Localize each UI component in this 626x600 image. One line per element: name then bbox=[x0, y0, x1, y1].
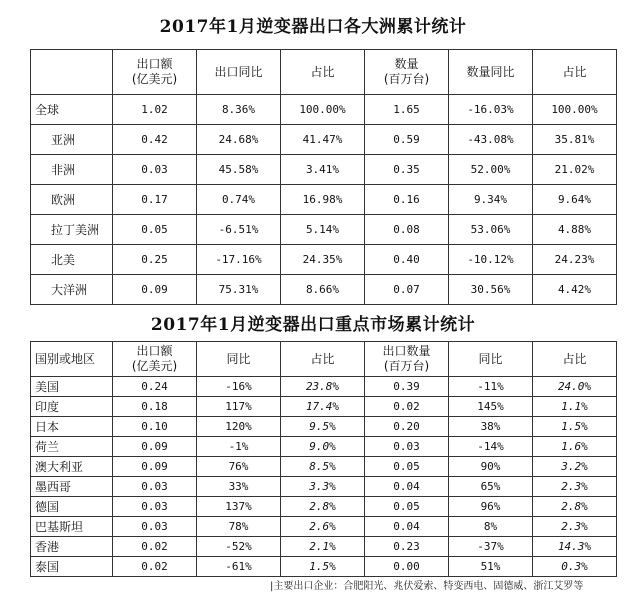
table-row bbox=[31, 557, 617, 577]
table-cell: 8.36% bbox=[197, 95, 281, 125]
table-cell: 24.0% bbox=[533, 377, 617, 397]
table-cell: 35.81% bbox=[533, 125, 617, 155]
table-cell: 0.35 bbox=[365, 155, 449, 185]
table-cell: 0.03 bbox=[113, 497, 197, 517]
row-label: 墨西哥 bbox=[31, 477, 113, 497]
table-row bbox=[31, 275, 617, 305]
table-cell: 1.5% bbox=[533, 417, 617, 437]
table-cell: 16.98% bbox=[281, 185, 365, 215]
table-row bbox=[31, 437, 617, 457]
table-cell: 2.6% bbox=[281, 517, 365, 537]
table2-header-cell: 同比 bbox=[449, 342, 533, 377]
row-label: 非洲 bbox=[31, 155, 113, 185]
table-cell: 52.00% bbox=[449, 155, 533, 185]
table-cell: 0.20 bbox=[365, 417, 449, 437]
table-cell: 0.17 bbox=[113, 185, 197, 215]
table-cell: 0.39 bbox=[365, 377, 449, 397]
table-cell: 96% bbox=[449, 497, 533, 517]
table-cell: 65% bbox=[449, 477, 533, 497]
table-cell: 23.8% bbox=[281, 377, 365, 397]
row-label: 荷兰 bbox=[31, 437, 113, 457]
table-cell: 0.09 bbox=[113, 275, 197, 305]
table-cell: 1.02 bbox=[113, 95, 197, 125]
table-cell: 0.03 bbox=[113, 517, 197, 537]
table-cell: 5.14% bbox=[281, 215, 365, 245]
table-cell: 2.1% bbox=[281, 537, 365, 557]
table-cell: 8% bbox=[449, 517, 533, 537]
table-row bbox=[31, 537, 617, 557]
row-label: 泰国 bbox=[31, 557, 113, 577]
table-row bbox=[31, 477, 617, 497]
table-cell: 0.05 bbox=[113, 215, 197, 245]
table-cell: 1.65 bbox=[365, 95, 449, 125]
table-cell: 0.59 bbox=[365, 125, 449, 155]
table-row bbox=[31, 457, 617, 477]
row-label: 大洋洲 bbox=[31, 275, 113, 305]
table2-title: 2017年1月逆变器出口重点市场累计统计 bbox=[150, 315, 476, 335]
table-cell: 9.34% bbox=[449, 185, 533, 215]
row-label: 美国 bbox=[31, 377, 113, 397]
table2-header-cell: 占比 bbox=[281, 342, 365, 377]
row-label: 日本 bbox=[31, 417, 113, 437]
table-cell: 4.88% bbox=[533, 215, 617, 245]
table-cell: -11% bbox=[449, 377, 533, 397]
table1-title: 2017年1月逆变器出口各大洲累计统计 bbox=[159, 17, 467, 37]
table-cell: 33% bbox=[197, 477, 281, 497]
table2-header-cell: 出口数量 (百万台) bbox=[365, 342, 449, 377]
table-row bbox=[31, 155, 617, 185]
table-row bbox=[31, 245, 617, 275]
row-label: 北美 bbox=[31, 245, 113, 275]
table-cell: 0.07 bbox=[365, 275, 449, 305]
table-cell: -16% bbox=[197, 377, 281, 397]
table-cell: -14% bbox=[449, 437, 533, 457]
table-cell: 0.18 bbox=[113, 397, 197, 417]
table-cell: 24.35% bbox=[281, 245, 365, 275]
table-cell: 2.8% bbox=[533, 497, 617, 517]
table-cell: 51% bbox=[449, 557, 533, 577]
table1-header-cell: 出口额 (亿美元) bbox=[113, 50, 197, 95]
table1-header-row bbox=[31, 50, 617, 95]
table-cell: -6.51% bbox=[197, 215, 281, 245]
row-label: 印度 bbox=[31, 397, 113, 417]
table-cell: 76% bbox=[197, 457, 281, 477]
table-cell: -37% bbox=[449, 537, 533, 557]
table-cell: 0.23 bbox=[365, 537, 449, 557]
row-label: 德国 bbox=[31, 497, 113, 517]
table-cell: 14.3% bbox=[533, 537, 617, 557]
table-cell: 0.02 bbox=[113, 557, 197, 577]
table-cell: 100.00% bbox=[281, 95, 365, 125]
row-label: 欧洲 bbox=[31, 185, 113, 215]
table-cell: 145% bbox=[449, 397, 533, 417]
table1-header-cell: 占比 bbox=[281, 50, 365, 95]
table-cell: 41.47% bbox=[281, 125, 365, 155]
table-cell: 38% bbox=[449, 417, 533, 437]
table1-header-cell: 出口同比 bbox=[197, 50, 281, 95]
table2-header-cell: 占比 bbox=[533, 342, 617, 377]
table-cell: 120% bbox=[197, 417, 281, 437]
table-cell: 8.5% bbox=[281, 457, 365, 477]
market-export-table bbox=[30, 341, 617, 577]
table-cell: -16.03% bbox=[449, 95, 533, 125]
table-cell: 0.00 bbox=[365, 557, 449, 577]
table-cell: -10.12% bbox=[449, 245, 533, 275]
table-cell: 9.64% bbox=[533, 185, 617, 215]
table-cell: -61% bbox=[197, 557, 281, 577]
table-cell: 0.16 bbox=[365, 185, 449, 215]
row-label: 拉丁美洲 bbox=[31, 215, 113, 245]
table-cell: 0.40 bbox=[365, 245, 449, 275]
table-row bbox=[31, 125, 617, 155]
table-cell: 21.02% bbox=[533, 155, 617, 185]
table-row bbox=[31, 497, 617, 517]
table-cell: 78% bbox=[197, 517, 281, 537]
table-cell: 117% bbox=[197, 397, 281, 417]
table2-header-cell: 国别或地区 bbox=[31, 342, 113, 377]
table-cell: -1% bbox=[197, 437, 281, 457]
table-row bbox=[31, 377, 617, 397]
table-cell: 2.3% bbox=[533, 517, 617, 537]
table-cell: 0.04 bbox=[365, 517, 449, 537]
table-cell: 3.3% bbox=[281, 477, 365, 497]
table-cell: 17.4% bbox=[281, 397, 365, 417]
table-row bbox=[31, 417, 617, 437]
table-cell: 137% bbox=[197, 497, 281, 517]
table-cell: 3.41% bbox=[281, 155, 365, 185]
table-cell: 90% bbox=[449, 457, 533, 477]
row-label: 亚洲 bbox=[31, 125, 113, 155]
table2-header-cell: 出口额 (亿美元) bbox=[113, 342, 197, 377]
table-cell: 1.6% bbox=[533, 437, 617, 457]
table-cell: 8.66% bbox=[281, 275, 365, 305]
table-cell: 53.06% bbox=[449, 215, 533, 245]
table1-header-cell: 数量同比 bbox=[449, 50, 533, 95]
table-cell: 4.42% bbox=[533, 275, 617, 305]
table-cell: 0.03 bbox=[113, 155, 197, 185]
table1-header-cell bbox=[31, 50, 113, 95]
table-cell: 0.10 bbox=[113, 417, 197, 437]
table-cell: 1.5% bbox=[281, 557, 365, 577]
table-cell: 2.8% bbox=[281, 497, 365, 517]
continent-export-table bbox=[30, 49, 617, 305]
table1-header-cell: 占比 bbox=[533, 50, 617, 95]
table-cell: 9.0% bbox=[281, 437, 365, 457]
table-cell: 0.24 bbox=[113, 377, 197, 397]
table-cell: 45.58% bbox=[197, 155, 281, 185]
table-row bbox=[31, 185, 617, 215]
table-cell: 0.03 bbox=[365, 437, 449, 457]
table-cell: 1.1% bbox=[533, 397, 617, 417]
table-row bbox=[31, 95, 617, 125]
table-row bbox=[31, 215, 617, 245]
table-cell: 0.02 bbox=[113, 537, 197, 557]
table-cell: 2.3% bbox=[533, 477, 617, 497]
table-cell: 75.31% bbox=[197, 275, 281, 305]
table-cell: -43.08% bbox=[449, 125, 533, 155]
table-cell: -17.16% bbox=[197, 245, 281, 275]
table-row bbox=[31, 517, 617, 537]
row-label: 澳大利亚 bbox=[31, 457, 113, 477]
table-row bbox=[31, 397, 617, 417]
table-cell: 24.68% bbox=[197, 125, 281, 155]
table-cell: 0.03 bbox=[113, 477, 197, 497]
table-cell: -52% bbox=[197, 537, 281, 557]
table-cell: 0.25 bbox=[113, 245, 197, 275]
row-label: 巴基斯坦 bbox=[31, 517, 113, 537]
row-label: 全球 bbox=[31, 95, 113, 125]
table2-header-cell: 同比 bbox=[197, 342, 281, 377]
table-cell: 0.08 bbox=[365, 215, 449, 245]
table-cell: 0.09 bbox=[113, 437, 197, 457]
table-cell: 100.00% bbox=[533, 95, 617, 125]
table-cell: 0.02 bbox=[365, 397, 449, 417]
table-cell: 3.2% bbox=[533, 457, 617, 477]
table-cell: 24.23% bbox=[533, 245, 617, 275]
table1-header-cell: 数量 (百万台) bbox=[365, 50, 449, 95]
table-cell: 9.5% bbox=[281, 417, 365, 437]
footnote: |主要出口企业：合肥阳光、兆伏爱索、特变西电、固德威、浙江艾罗等 bbox=[270, 581, 584, 592]
table2-header-row bbox=[31, 342, 617, 377]
row-label: 香港 bbox=[31, 537, 113, 557]
table-cell: 0.09 bbox=[113, 457, 197, 477]
table-cell: 0.42 bbox=[113, 125, 197, 155]
table-cell: 0.74% bbox=[197, 185, 281, 215]
table-cell: 0.05 bbox=[365, 457, 449, 477]
table-cell: 0.05 bbox=[365, 497, 449, 517]
table-cell: 0.3% bbox=[533, 557, 617, 577]
table-cell: 30.56% bbox=[449, 275, 533, 305]
table-cell: 0.04 bbox=[365, 477, 449, 497]
